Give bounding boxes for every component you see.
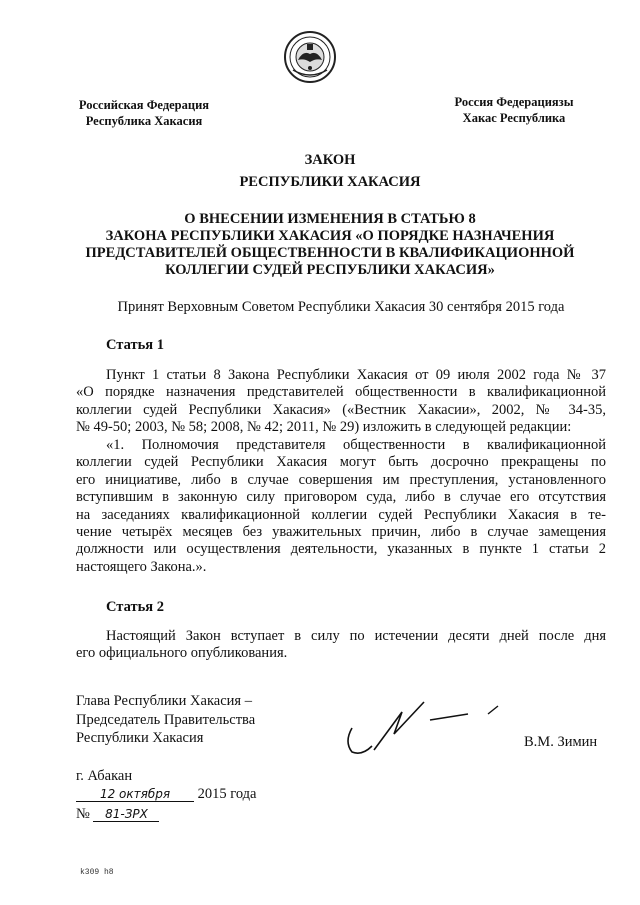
text-line: «1. Полномочия представителя общественности в квалификационной — [106, 437, 606, 453]
subtitle-line4: КОЛЛЕГИИ СУДЕЙ РЕСПУБЛИКИ ХАКАСИЯ» — [165, 262, 495, 278]
text-line: его официального опубликования. — [76, 645, 288, 662]
text-line: настоящего Закона.». — [76, 558, 207, 575]
subtitle-line2: ЗАКОНА РЕСПУБЛИКИ ХАКАСИЯ «О ПОРЯДКЕ НАЗНАЧЕНИЯ — [105, 228, 555, 244]
place-of-signing: г. Абакан — [76, 768, 133, 784]
header-right-line1: Россия Федерациязы — [454, 95, 574, 109]
text-line: Настоящий Закон вступает в силу по истечении десяти дней после дня — [106, 628, 606, 644]
number-prefix: № — [76, 806, 90, 822]
date-year: 2015 года — [197, 786, 257, 802]
handwritten-signature — [338, 698, 508, 762]
article1-paragraph2 — [76, 437, 606, 576]
article1-paragraph1 — [76, 367, 606, 437]
coat-of-arms-emblem — [283, 30, 337, 84]
text-line: чение четырёх месяцев без уважительных причин, либо в случае замещения — [76, 524, 606, 541]
header-left-line2: Республика Хакасия — [85, 114, 203, 128]
law-title-region: РЕСПУБЛИКИ ХАКАСИЯ — [239, 174, 421, 190]
subtitle-line3: ПРЕДСТАВИТЕЛЕЙ ОБЩЕСТВЕННОСТИ В КВАЛИФИКАЦИОННОЙ — [85, 245, 575, 261]
subtitle-line1: О ВНЕСЕНИИ ИЗМЕНЕНИЯ В СТАТЬЮ 8 — [184, 211, 476, 227]
text-line: Пункт 1 статьи 8 Закона Республики Хакасия от 09 июля 2002 года № 37 — [106, 367, 606, 383]
text-line: на заседаниях квалификационной коллегии судей Республики Хакасия в те- — [76, 506, 606, 523]
header-right-line2: Хакас Республика — [462, 111, 566, 125]
signatory-name: В.М. Зимин — [524, 734, 598, 750]
text-line: его инициативе, либо в случае совершения им преступления, установленного — [76, 471, 606, 488]
article1-heading: Статья 1 — [106, 337, 164, 353]
header-left-line1: Российская Федерация — [78, 98, 210, 112]
article2-paragraph1 — [76, 628, 606, 663]
text-line: коллегии судей Республики Хакасия могут быть досрочно прекращены по — [76, 454, 606, 471]
signatory-title-line2: Председатель Правительства — [76, 711, 256, 728]
signatory-title-line1: Глава Республики Хакасия – — [76, 693, 252, 709]
signing-date — [76, 786, 256, 803]
text-line: № 49-50; 2003, № 58; 2008, № 42; 2011, № 29) изложить в следующей редакции: — [76, 419, 572, 436]
law-number — [76, 806, 159, 823]
law-title: ЗАКОН — [304, 152, 356, 168]
law-subtitle — [60, 211, 600, 279]
article2-heading: Статья 2 — [106, 599, 164, 615]
text-line: должности или осуществления деятельности, указанных в пункте 1 статьи 2 — [76, 541, 606, 558]
text-line: коллегии судей Республики Хакасия» («Вестник Хакасии», 2002, № 34-35, — [76, 401, 606, 418]
text-line: «О порядке назначения представителей общественности в квалификационной — [76, 384, 606, 401]
footer-code: k309 h8 — [80, 868, 114, 877]
signatory-title-line3: Республики Хакасия — [76, 730, 204, 746]
handwritten-date: 12 октября — [76, 787, 194, 802]
signatory-title — [76, 692, 255, 748]
handwritten-number: 81-ЗРХ — [93, 807, 159, 822]
header-right — [434, 94, 594, 126]
text-line: вступившим в законную силу приговором суда, либо в случае его отсутствия — [76, 489, 606, 506]
adoption-note: Принят Верховным Советом Республики Хакасия 30 сентября 2015 года — [117, 299, 565, 315]
header-left — [64, 97, 224, 129]
